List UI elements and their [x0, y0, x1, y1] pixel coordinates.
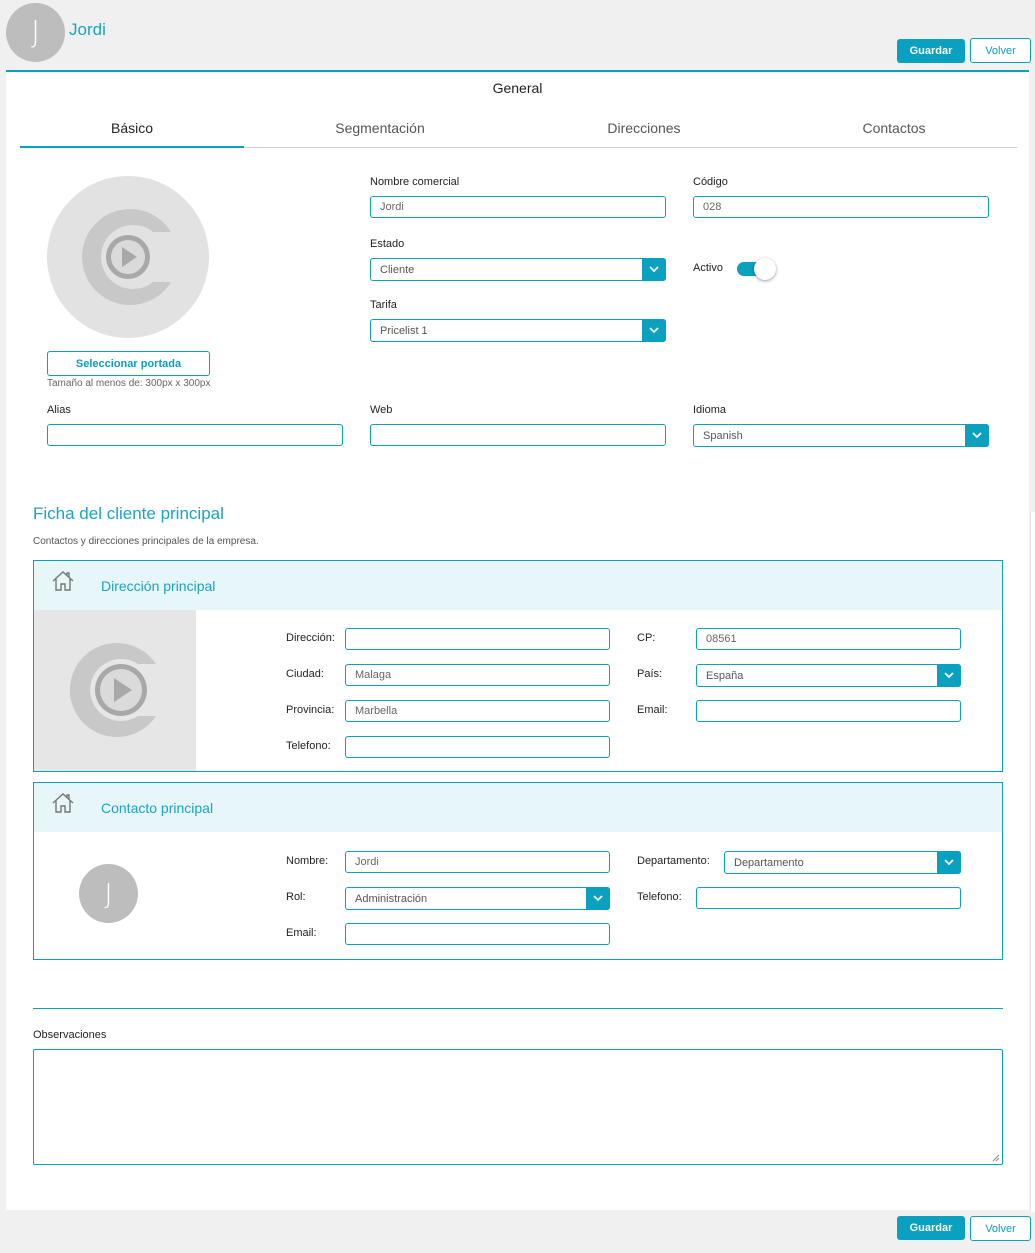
codigo-input[interactable] [693, 196, 989, 218]
departamento-select[interactable] [724, 851, 961, 874]
pais-select[interactable] [696, 664, 961, 687]
section-divider [33, 1008, 1003, 1009]
tab-basico[interactable] [20, 120, 244, 148]
departamento-label: Departamento: [637, 855, 710, 867]
provincia-label: Provincia: [286, 704, 335, 716]
tab-segmentacion[interactable] [264, 120, 496, 148]
save-button[interactable]: Guardar [897, 39, 965, 63]
direccion-label: Dirección: [286, 632, 335, 644]
brand-logo-icon [34, 610, 196, 771]
tab-label: Básico [110, 120, 154, 136]
home-icon [51, 791, 75, 820]
bottom-bar [6, 1210, 1029, 1253]
estado-select[interactable] [370, 258, 666, 281]
tab-label: Contactos [862, 120, 926, 136]
chevron-down-icon [965, 424, 989, 447]
chevron-down-icon [586, 887, 610, 910]
address-email-input[interactable] [696, 700, 961, 722]
user-name: Jordi [69, 20, 106, 39]
chevron-down-icon [937, 664, 961, 687]
tarifa-label: Tarifa [370, 299, 397, 311]
footer-back-button[interactable]: Volver [970, 1216, 1031, 1241]
ciudad-input[interactable] [345, 664, 610, 686]
contact-avatar: J [79, 864, 138, 923]
pais-value: España [706, 670, 744, 682]
main-panel [6, 72, 1029, 1210]
tarifa-value: Pricelist 1 [380, 325, 428, 337]
alias-label: Alias [47, 404, 71, 416]
contact-card-header [34, 783, 1002, 832]
contact-telefono-label: Telefono: [637, 891, 682, 903]
alias-input[interactable] [47, 424, 343, 446]
chevron-down-icon [642, 258, 666, 281]
user-avatar: J [6, 3, 65, 62]
tab-label: Segmentación [335, 120, 425, 136]
web-label: Web [370, 404, 393, 416]
departamento-value: Departamento [734, 857, 804, 869]
idioma-select[interactable] [693, 424, 989, 447]
nombre-comercial-input[interactable] [370, 196, 666, 218]
address-card-header [34, 561, 1002, 610]
estado-label: Estado [370, 238, 405, 250]
codigo-label: Código [693, 176, 728, 188]
footer-save-button[interactable]: Guardar [897, 1216, 965, 1240]
address-card-title: Dirección principal [101, 578, 216, 594]
contact-nombre-label: Nombre: [286, 855, 329, 867]
home-icon [51, 569, 75, 598]
idioma-value: Spanish [703, 430, 743, 442]
cover-size-hint: Tamaño al menos de: 300px x 300px [47, 378, 211, 389]
section-title: General [492, 80, 543, 96]
back-button[interactable]: Volver [970, 38, 1031, 63]
tab-bar [20, 120, 1017, 148]
address-email-label: Email: [637, 704, 668, 716]
resize-grip-icon[interactable] [992, 1154, 1000, 1162]
cp-label: CP: [637, 632, 656, 644]
observaciones-textarea[interactable] [33, 1049, 1003, 1165]
chevron-down-icon [642, 319, 666, 342]
contact-card [33, 782, 1003, 960]
address-image-placeholder [34, 610, 196, 771]
address-telefono-input[interactable] [345, 736, 610, 758]
estado-value: Cliente [380, 264, 415, 276]
direccion-input[interactable] [345, 628, 610, 650]
tab-contactos[interactable] [778, 120, 1010, 148]
tab-label: Direcciones [607, 120, 681, 136]
web-input[interactable] [370, 424, 666, 446]
ciudad-label: Ciudad: [286, 668, 324, 680]
rol-select[interactable] [345, 887, 610, 910]
pais-label: País: [637, 668, 663, 680]
address-telefono-label: Telefono: [286, 740, 331, 752]
rol-label: Rol: [286, 891, 306, 903]
address-card [33, 560, 1003, 772]
tarifa-select[interactable] [370, 319, 666, 342]
contact-telefono-input[interactable] [696, 887, 961, 909]
provincia-input[interactable] [345, 700, 610, 722]
ficha-subtitle: Contactos y direcciones principales de la empresa. [33, 536, 259, 547]
cover-image-placeholder [47, 176, 209, 338]
chevron-down-icon [937, 851, 961, 874]
contact-email-input[interactable] [345, 923, 610, 945]
page-edge [1030, 512, 1035, 1212]
contact-email-label: Email: [286, 927, 317, 939]
tab-direcciones[interactable] [528, 120, 760, 148]
cp-input[interactable] [696, 628, 961, 650]
select-cover-button[interactable]: Seleccionar portada [47, 351, 210, 376]
brand-logo-icon [47, 176, 209, 338]
observaciones-label: Observaciones [33, 1029, 107, 1041]
ficha-title: Ficha del cliente principal [33, 504, 224, 523]
nombre-comercial-label: Nombre comercial [370, 176, 460, 188]
idioma-label: Idioma [693, 404, 727, 416]
contact-card-title: Contacto principal [101, 800, 214, 816]
rol-value: Administración [355, 893, 428, 905]
contact-nombre-input[interactable] [345, 851, 610, 873]
toggle-knob [754, 258, 776, 280]
top-bar [0, 0, 1035, 72]
activo-label: Activo [693, 262, 723, 274]
activo-toggle[interactable] [737, 258, 776, 280]
